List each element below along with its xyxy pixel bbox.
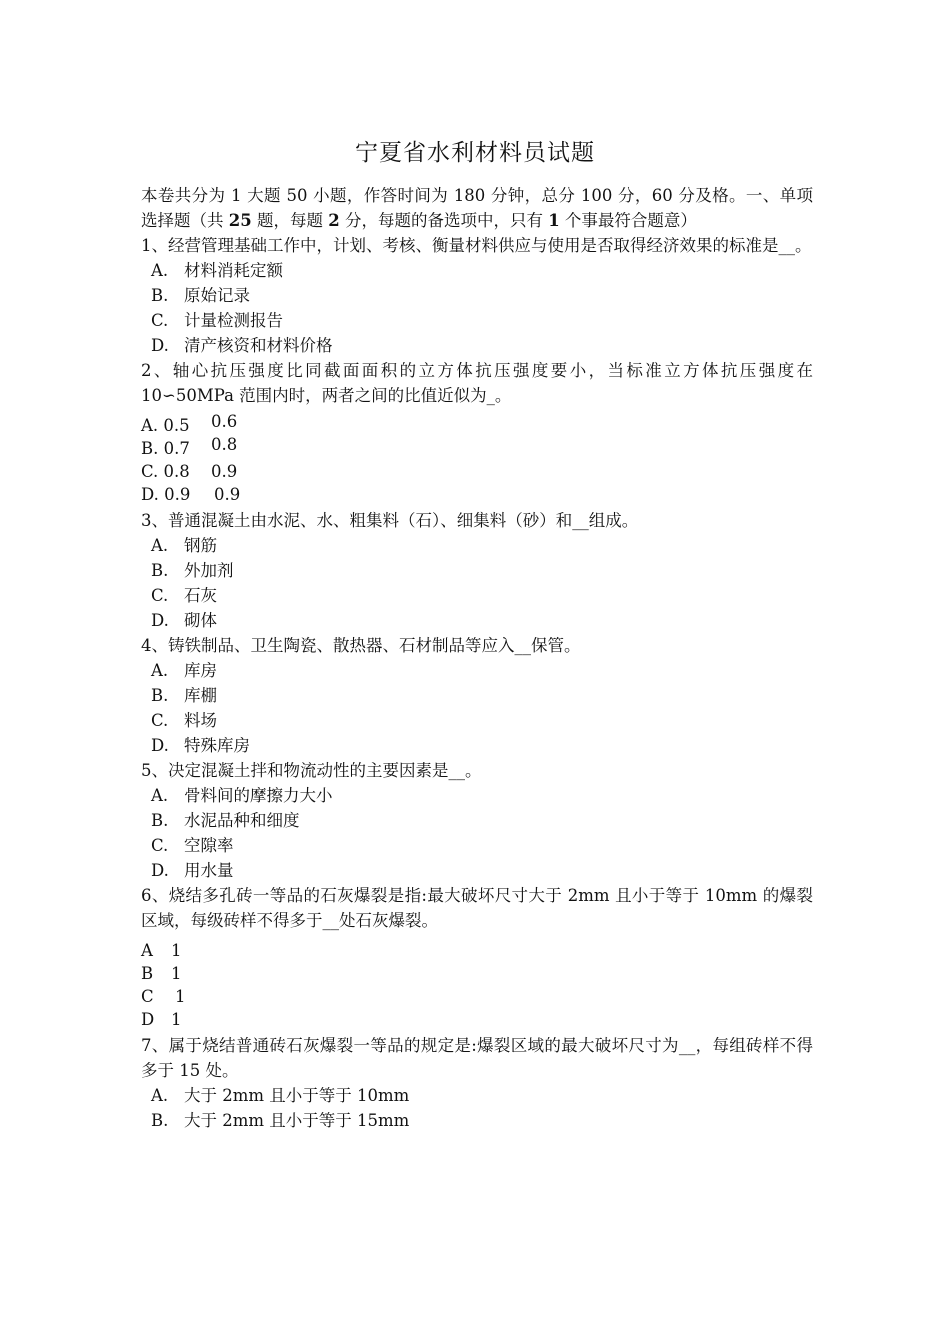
intro-text: 本卷共分为 1 大题 50 小题，作答时间为 180 分钟，总分 100 分，60 分及格。一、单项选择题（共 bbox=[141, 186, 813, 230]
option-text: 1 bbox=[175, 987, 186, 1006]
exam-intro bbox=[141, 183, 813, 233]
option-text: 料场 bbox=[184, 711, 217, 730]
option-text: 清产核资和材料价格 bbox=[184, 336, 333, 355]
question-3: 3、普通混凝土由水泥、水、粗集料（石）、细集料（砂）和__组成。 bbox=[141, 511, 639, 530]
option-text: 库棚 bbox=[184, 686, 217, 705]
option-letter: C bbox=[141, 987, 154, 1006]
option bbox=[141, 808, 813, 833]
option-text: 石灰 bbox=[184, 586, 217, 605]
option-letter: C. bbox=[151, 836, 169, 855]
option bbox=[141, 858, 813, 883]
option-text: 1 bbox=[171, 941, 182, 960]
option-text: 水泥品种和细度 bbox=[184, 811, 300, 830]
option-text: 库房 bbox=[184, 661, 217, 680]
option-text: 0.8 bbox=[211, 435, 238, 454]
option bbox=[141, 985, 813, 1008]
option-text: 大于 2mm 且小于等于 10mm bbox=[184, 1086, 410, 1105]
option-text: 0.9 bbox=[214, 485, 241, 504]
option bbox=[141, 533, 813, 558]
option-letter: C. bbox=[151, 586, 169, 605]
option bbox=[141, 962, 813, 985]
option-text: 0.6 bbox=[211, 412, 238, 431]
option-letter: C. 0.8 bbox=[141, 462, 190, 481]
option-text: 0.9 bbox=[211, 462, 238, 481]
option bbox=[141, 558, 813, 583]
question-4: 4、铸铁制品、卫生陶瓷、散热器、石材制品等应入__保管。 bbox=[141, 636, 581, 655]
option bbox=[141, 833, 813, 858]
option bbox=[141, 1008, 813, 1031]
option-letter: D. 0.9 bbox=[141, 485, 191, 504]
option-letter: A. bbox=[151, 661, 169, 680]
option-text: 大于 2mm 且小于等于 15mm bbox=[184, 1111, 410, 1130]
option-text: 计量检测报告 bbox=[184, 311, 283, 330]
option bbox=[141, 283, 813, 308]
option bbox=[141, 733, 813, 758]
option-text: 空隙率 bbox=[184, 836, 234, 855]
option-letter: B bbox=[141, 964, 154, 983]
option bbox=[141, 658, 813, 683]
option-text: 外加剂 bbox=[184, 561, 234, 580]
option-text: 1 bbox=[171, 1010, 182, 1029]
option-letter: A. bbox=[151, 261, 169, 280]
option-letter: D bbox=[141, 1010, 155, 1029]
option-letter: D. bbox=[151, 861, 169, 880]
option bbox=[141, 939, 813, 962]
page-title: 宁夏省水利材料员试题 bbox=[355, 140, 595, 166]
option bbox=[141, 683, 813, 708]
option-letter: A. bbox=[151, 1086, 169, 1105]
option bbox=[141, 483, 813, 506]
option bbox=[141, 1108, 813, 1133]
option bbox=[141, 437, 813, 460]
intro-bold-count: 25 bbox=[228, 211, 252, 230]
option bbox=[141, 583, 813, 608]
option-text: 特殊库房 bbox=[184, 736, 250, 755]
option-text: 钢筋 bbox=[184, 536, 217, 555]
option bbox=[141, 708, 813, 733]
question-2: 2、轴心抗压强度比同截面面积的立方体抗压强度要小，当标准立方体抗压强度在 10∽50MPa 范围内时，两者之间的比值近似为_。 bbox=[141, 361, 813, 405]
intro-bold-one: 1 bbox=[548, 211, 560, 230]
option-text: 1 bbox=[171, 964, 182, 983]
option-letter: A. 0.5 bbox=[141, 416, 190, 435]
option bbox=[141, 414, 813, 437]
intro-bold-score: 2 bbox=[328, 211, 340, 230]
option-letter: B. bbox=[151, 286, 169, 305]
option-letter: B. bbox=[151, 561, 169, 580]
option bbox=[141, 258, 813, 283]
question-5: 5、决定混凝土拌和物流动性的主要因素是__。 bbox=[141, 761, 482, 780]
option bbox=[141, 783, 813, 808]
option-text: 材料消耗定额 bbox=[184, 261, 283, 280]
option-letter: D. bbox=[151, 336, 169, 355]
option-letter: B. bbox=[151, 686, 169, 705]
intro-text: 个事最符合题意） bbox=[559, 211, 697, 230]
option-letter: D. bbox=[151, 736, 169, 755]
document-body bbox=[141, 183, 813, 1133]
intro-text: 分，每题的备选项中，只有 bbox=[339, 211, 549, 230]
option bbox=[141, 1083, 813, 1108]
option-letter: C. bbox=[151, 711, 169, 730]
option-letter: D. bbox=[151, 611, 169, 630]
option-letter: B. bbox=[151, 811, 169, 830]
question-6: 6、烧结多孔砖一等品的石灰爆裂是指:最大破坏尺寸大于 2mm 且小于等于 10mm 的爆裂区域，每级砖样不得多于__处石灰爆裂。 bbox=[141, 886, 813, 930]
option-letter: A. bbox=[151, 786, 169, 805]
option bbox=[141, 460, 813, 483]
option-text: 原始记录 bbox=[184, 286, 250, 305]
option bbox=[141, 308, 813, 333]
option-letter: C. bbox=[151, 311, 169, 330]
option bbox=[141, 608, 813, 633]
option-text: 砌体 bbox=[184, 611, 217, 630]
option-letter: A. bbox=[151, 536, 169, 555]
option-letter: B. 0.7 bbox=[141, 439, 190, 458]
question-7: 7、属于烧结普通砖石灰爆裂一等品的规定是:爆裂区域的最大破坏尺寸为__，每组砖样不得多于 15 处。 bbox=[141, 1036, 813, 1080]
option-text: 用水量 bbox=[184, 861, 234, 880]
intro-text: 题，每题 bbox=[251, 211, 329, 230]
question-1: 1、经营管理基础工作中，计划、考核、衡量材料供应与使用是否取得经济效果的标准是__。 bbox=[141, 236, 812, 255]
option bbox=[141, 333, 813, 358]
option-letter: A bbox=[141, 941, 153, 960]
option-text: 骨料间的摩擦力大小 bbox=[184, 786, 333, 805]
option-letter: B. bbox=[151, 1111, 169, 1130]
